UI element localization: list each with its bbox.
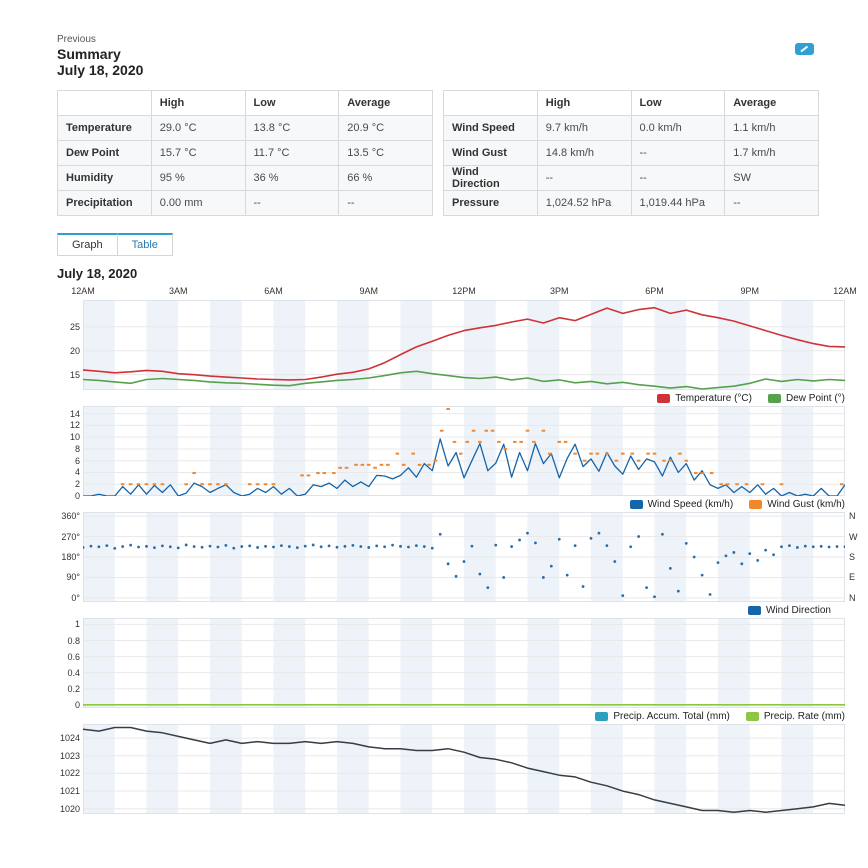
temperature-chart-canvas bbox=[83, 300, 845, 390]
x-axis-label: 9PM bbox=[740, 286, 760, 296]
precip-chart-legend bbox=[57, 708, 845, 724]
row-label: Precipitation bbox=[58, 191, 152, 216]
y-axis-tick: 180° bbox=[61, 552, 80, 562]
x-axis-label: 3AM bbox=[168, 286, 188, 296]
table-cell: 29.0 °C bbox=[151, 116, 245, 141]
y-axis-tick: 1022 bbox=[59, 768, 80, 779]
table-cell: 0.00 mm bbox=[151, 191, 245, 216]
legend-swatch-icon bbox=[630, 500, 643, 509]
x-axis-labels bbox=[57, 285, 857, 300]
column-header bbox=[58, 91, 152, 116]
legend-swatch-icon bbox=[748, 606, 761, 615]
charts-stack bbox=[57, 300, 858, 814]
table-row bbox=[444, 191, 819, 216]
legend-item bbox=[657, 393, 752, 404]
legend-item bbox=[746, 711, 845, 722]
legend-item bbox=[748, 605, 831, 616]
wind-chart-legend bbox=[57, 496, 845, 512]
legend-swatch-icon bbox=[746, 712, 759, 721]
x-axis-label: 12AM bbox=[833, 286, 857, 296]
column-header: Low bbox=[631, 91, 725, 116]
legend-item bbox=[768, 393, 845, 404]
pencil-icon bbox=[795, 43, 814, 55]
row-label: Wind Speed bbox=[444, 116, 538, 141]
wind-chart bbox=[57, 406, 845, 512]
legend-label: Precip. Accum. Total (mm) bbox=[613, 710, 730, 722]
y-axis-tick: 4 bbox=[74, 467, 80, 478]
pressure-chart-plot-area bbox=[57, 724, 845, 814]
y-axis-tick: 1 bbox=[74, 619, 80, 630]
temperature-chart bbox=[57, 300, 845, 406]
x-axis-label: 12PM bbox=[452, 286, 476, 296]
legend-swatch-icon bbox=[768, 394, 781, 403]
legend-item bbox=[595, 711, 730, 722]
y-axis-tick: 2 bbox=[74, 479, 80, 490]
y-axis-tick: 0.4 bbox=[67, 667, 80, 678]
compass-label: S bbox=[849, 552, 856, 562]
x-axis-label: 12AM bbox=[71, 286, 95, 296]
y-axis-tick: 25 bbox=[69, 321, 80, 332]
column-header: High bbox=[537, 91, 631, 116]
y-axis-tick: 0 bbox=[74, 699, 80, 710]
table-cell: 66 % bbox=[339, 166, 433, 191]
y-axis-tick: 20 bbox=[69, 345, 80, 356]
page-title: Summary bbox=[57, 46, 121, 62]
wind-direction-chart-plot-area bbox=[57, 511, 858, 603]
y-axis-tick: 90° bbox=[66, 572, 80, 583]
pressure-chart bbox=[57, 724, 845, 814]
wind-direction-chart-legend bbox=[57, 602, 845, 618]
y-axis-tick: 6 bbox=[74, 455, 80, 466]
table-cell: 0.0 km/h bbox=[631, 116, 725, 141]
y-axis-tick: 1024 bbox=[59, 733, 80, 744]
row-label: Humidity bbox=[58, 166, 152, 191]
table-cell: 20.9 °C bbox=[339, 116, 433, 141]
precip-chart bbox=[57, 618, 845, 724]
chart-heading: July 18, 2020 bbox=[57, 266, 138, 281]
y-axis-tick: 15 bbox=[69, 369, 80, 380]
table-header bbox=[58, 91, 433, 116]
row-label: Pressure bbox=[444, 191, 538, 216]
table-cell: 9.7 km/h bbox=[537, 116, 631, 141]
legend-item bbox=[749, 499, 845, 510]
column-header: Average bbox=[339, 91, 433, 116]
y-axis-tick: 0.8 bbox=[67, 635, 80, 646]
legend-item bbox=[630, 499, 734, 510]
table-row bbox=[444, 116, 819, 141]
y-axis-tick: 0° bbox=[71, 592, 80, 603]
wind-chart-plot-area bbox=[57, 406, 845, 501]
y-axis-tick: 360° bbox=[61, 511, 80, 522]
settings-toggle-button[interactable] bbox=[795, 43, 814, 55]
y-axis-tick: 14 bbox=[69, 408, 80, 419]
pressure-chart-canvas bbox=[83, 724, 845, 814]
column-header: Low bbox=[245, 91, 339, 116]
legend-label: Dew Point (°) bbox=[785, 392, 845, 404]
y-axis-tick: 10 bbox=[69, 432, 80, 443]
y-axis-tick: 270° bbox=[61, 531, 80, 542]
legend-swatch-icon bbox=[657, 394, 670, 403]
precip-chart-plot-area bbox=[57, 618, 845, 708]
legend-label: Temperature (°C) bbox=[675, 392, 752, 404]
row-label: Wind Direction bbox=[444, 166, 538, 191]
table-row bbox=[58, 166, 433, 191]
table-row bbox=[58, 116, 433, 141]
x-axis-label: 6PM bbox=[645, 286, 664, 296]
row-label: Dew Point bbox=[58, 141, 152, 166]
tab-table[interactable]: Table bbox=[118, 233, 173, 256]
column-header: Average bbox=[725, 91, 819, 116]
legend-label: Precip. Rate (mm) bbox=[763, 710, 845, 722]
table-cell: 13.5 °C bbox=[339, 141, 433, 166]
page-date: July 18, 2020 bbox=[57, 62, 144, 78]
table-cell: -- bbox=[245, 191, 339, 216]
table-cell: 36 % bbox=[245, 166, 339, 191]
wind-direction-chart bbox=[57, 511, 858, 618]
table-cell: 13.8 °C bbox=[245, 116, 339, 141]
table-cell: 15.7 °C bbox=[151, 141, 245, 166]
y-axis-tick: 1020 bbox=[59, 803, 80, 814]
y-axis-tick: 8 bbox=[74, 443, 80, 454]
column-header bbox=[444, 91, 538, 116]
x-axis-label: 9AM bbox=[359, 286, 379, 296]
table-row bbox=[444, 166, 819, 191]
tab-bar bbox=[57, 233, 845, 256]
table-cell: 1,024.52 hPa bbox=[537, 191, 631, 216]
precip-chart-canvas bbox=[83, 618, 845, 708]
compass-label: W bbox=[849, 531, 858, 542]
table-cell: 1.1 km/h bbox=[725, 116, 819, 141]
table-cell: SW bbox=[725, 166, 819, 191]
table-cell: 11.7 °C bbox=[245, 141, 339, 166]
y-axis-tick: 0 bbox=[74, 491, 80, 501]
table-cell: -- bbox=[339, 191, 433, 216]
row-label: Temperature bbox=[58, 116, 152, 141]
column-header: High bbox=[151, 91, 245, 116]
wind-chart-canvas bbox=[83, 406, 845, 496]
temperature-chart-plot-area bbox=[57, 300, 845, 390]
y-axis-tick: 12 bbox=[69, 420, 80, 431]
table-cell: 1.7 km/h bbox=[725, 141, 819, 166]
table-row bbox=[58, 191, 433, 216]
legend-label: Wind Direction bbox=[765, 604, 831, 616]
y-axis-tick: 1021 bbox=[59, 786, 80, 797]
table-row bbox=[58, 141, 433, 166]
row-label: Wind Gust bbox=[444, 141, 538, 166]
legend-label: Wind Gust (km/h) bbox=[767, 498, 845, 510]
compass-label: N bbox=[849, 592, 856, 603]
previous-link[interactable]: Previous bbox=[57, 34, 96, 45]
table-cell: -- bbox=[537, 166, 631, 191]
table-cell: -- bbox=[725, 191, 819, 216]
legend-swatch-icon bbox=[595, 712, 608, 721]
summary-table-temperature bbox=[57, 90, 433, 216]
table-cell: -- bbox=[631, 141, 725, 166]
legend-label: Wind Speed (km/h) bbox=[647, 498, 734, 510]
summary-tables bbox=[57, 90, 845, 216]
summary-table-wind bbox=[443, 90, 819, 216]
compass-label: N bbox=[849, 511, 856, 522]
table-cell: -- bbox=[631, 166, 725, 191]
table-row bbox=[444, 141, 819, 166]
legend-swatch-icon bbox=[749, 500, 762, 509]
x-axis-label: 6AM bbox=[264, 286, 283, 296]
x-axis-label: 3PM bbox=[549, 286, 569, 296]
tab-graph[interactable]: Graph bbox=[57, 233, 118, 256]
y-axis-tick: 0.2 bbox=[67, 683, 80, 694]
temperature-chart-legend bbox=[57, 390, 845, 406]
table-cell: 95 % bbox=[151, 166, 245, 191]
compass-label: E bbox=[849, 572, 856, 583]
table-header bbox=[444, 91, 819, 116]
wind-direction-chart-canvas bbox=[83, 512, 845, 602]
y-axis-tick: 1023 bbox=[59, 750, 80, 761]
table-cell: 1,019.44 hPa bbox=[631, 191, 725, 216]
y-axis-tick: 0.6 bbox=[67, 651, 80, 662]
table-cell: 14.8 km/h bbox=[537, 141, 631, 166]
